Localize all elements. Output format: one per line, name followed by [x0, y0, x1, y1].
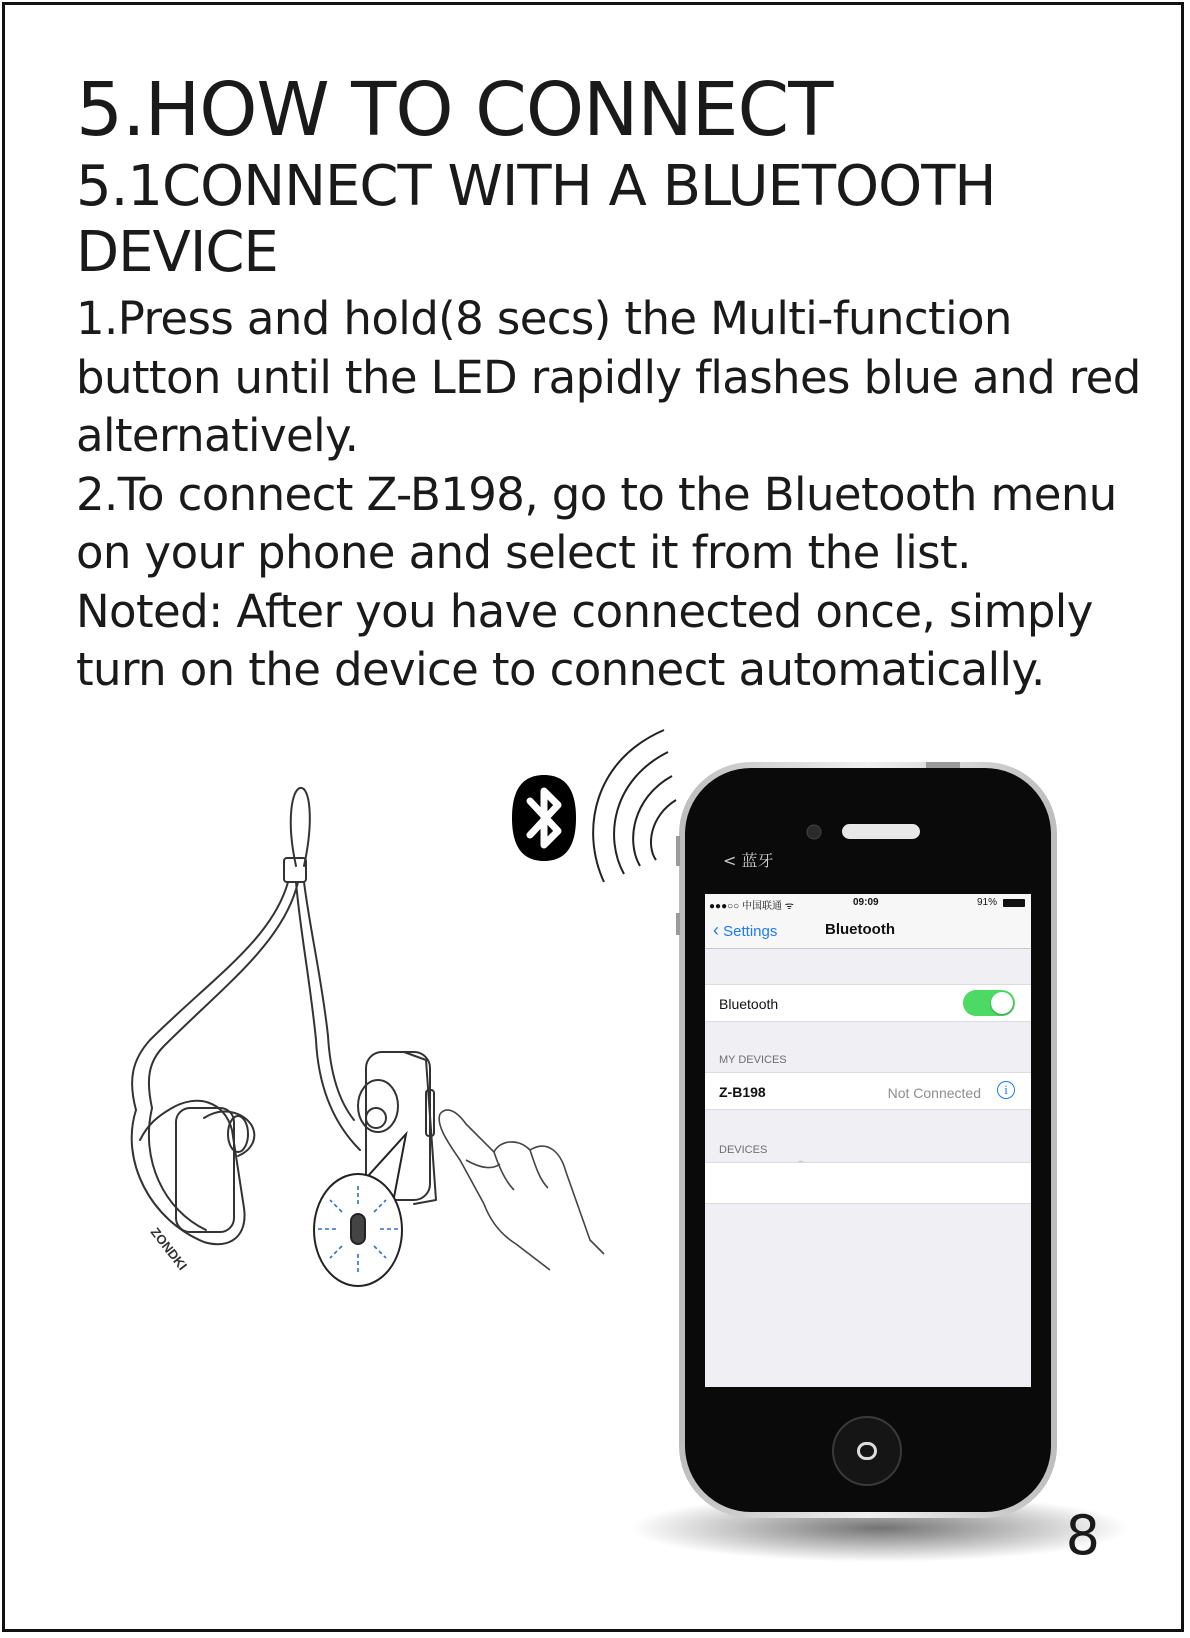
- carrier-text: ●●●○○ 中国联通 ᯤ: [709, 901, 794, 912]
- page-number: 8: [1065, 1504, 1100, 1567]
- speaker-grille: [842, 824, 920, 839]
- my-devices-header: MY DEVICES: [719, 1054, 787, 1066]
- page-title: 5.HOW TO CONNECT: [76, 67, 833, 153]
- battery-percent: 91%: [976, 897, 997, 908]
- devices-list-empty-row: [705, 1162, 1031, 1204]
- headset-illustration: [132, 788, 436, 1244]
- info-icon[interactable]: i: [997, 1081, 1015, 1099]
- devices-header: DEVICES: [719, 1144, 768, 1156]
- phone-screen: [705, 894, 1031, 1387]
- device-row-z-b198[interactable]: [705, 1072, 1031, 1110]
- bluetooth-icon: [512, 775, 576, 861]
- led-callout: [314, 1134, 406, 1286]
- headset-brand-label: ZONDKI: [147, 1224, 191, 1274]
- step-2: 2.To connect Z-B198, go to the Bluetooth menu on your phone and select it from the list.: [76, 467, 1117, 579]
- hand-illustration: [439, 1110, 604, 1270]
- status-time: 09:09: [853, 897, 879, 908]
- battery-icon: [1003, 899, 1025, 907]
- settings-back-label: Settings: [723, 923, 778, 940]
- bluetooth-toggle-row: [705, 984, 1031, 1022]
- settings-back-button[interactable]: [713, 920, 777, 941]
- bluetooth-row-label: Bluetooth: [719, 996, 779, 1012]
- front-camera: [807, 825, 821, 839]
- note: Noted: After you have connected once, simply turn on the device to connect automatically.: [76, 584, 1093, 696]
- device-status: Not Connected: [887, 1085, 981, 1101]
- nav-title: Bluetooth: [825, 921, 895, 938]
- nav-bar: [705, 912, 1031, 949]
- home-button[interactable]: [832, 1416, 902, 1486]
- chevron-left-icon: ‹: [713, 920, 719, 940]
- step-1: 1.Press and hold(8 secs) the Multi-function button until the LED rapidly flashes blue and red alternatively.: [76, 292, 1141, 462]
- signal-waves-icon: [593, 730, 676, 882]
- phone-back-label[interactable]: < 蓝牙: [723, 851, 774, 870]
- bluetooth-toggle[interactable]: [963, 990, 1015, 1016]
- section-title: 5.1CONNECT WITH A BLUETOOTH DEVICE: [76, 154, 996, 285]
- status-bar: [705, 894, 1031, 912]
- toggle-knob: [991, 992, 1013, 1014]
- device-name: Z-B198: [719, 1084, 766, 1100]
